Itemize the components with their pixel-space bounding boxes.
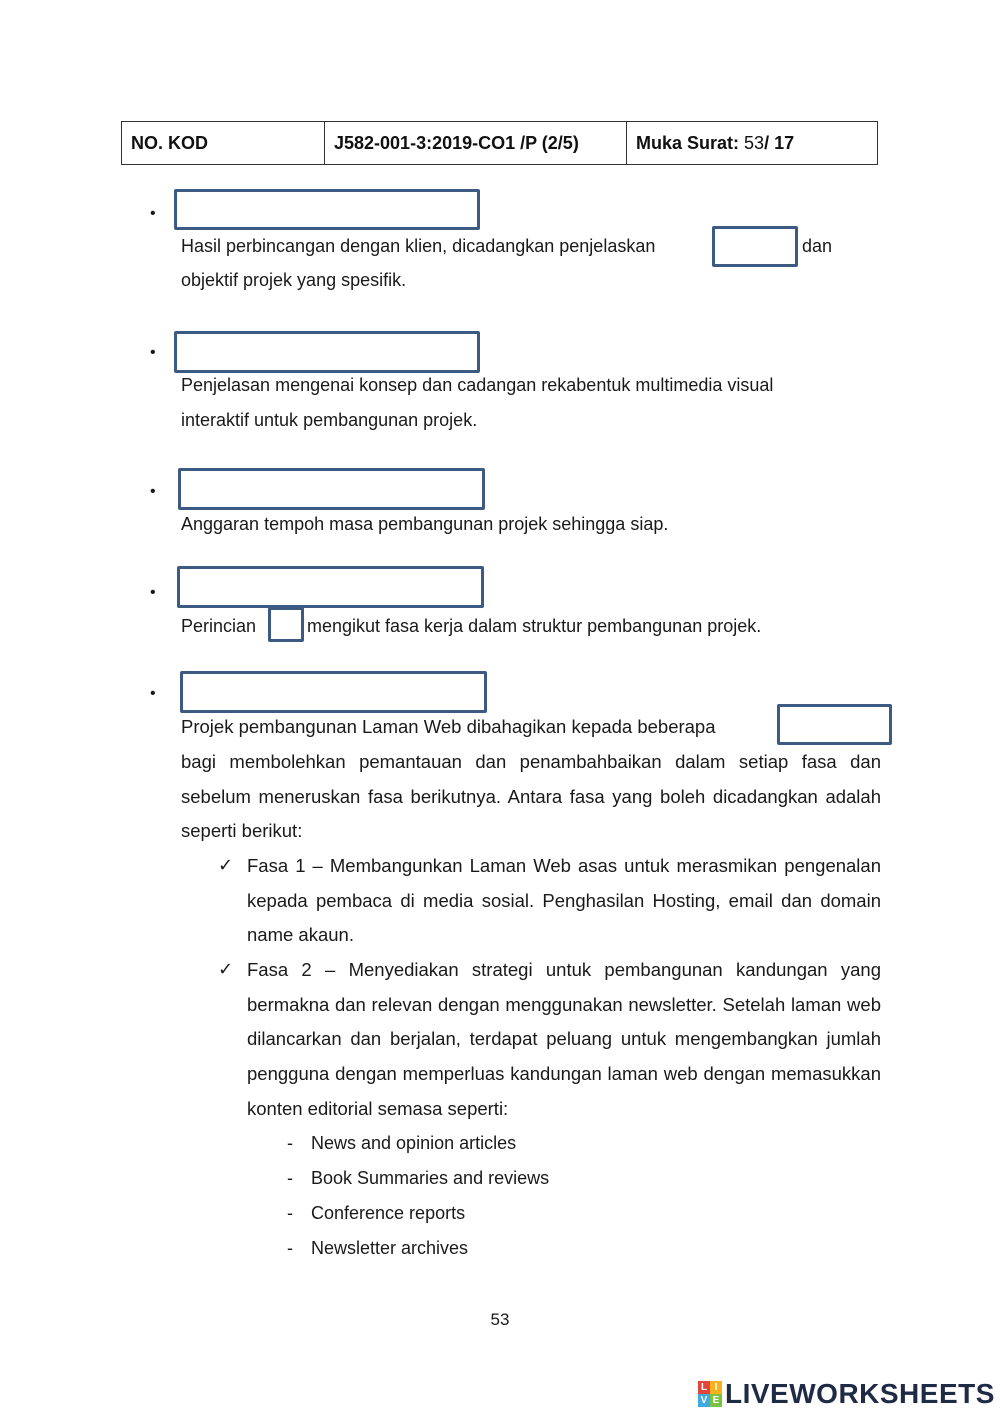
- check-icon: ✓: [218, 959, 234, 979]
- page-total: / 17: [764, 132, 795, 153]
- page-number: 53: [490, 1310, 510, 1329]
- editorial-item: Book Summaries and reviews: [311, 1168, 550, 1188]
- bullet: •: [150, 584, 156, 601]
- bullet: •: [150, 344, 156, 361]
- answer-field-heading-1[interactable]: [174, 189, 480, 230]
- item-1-text-before: Hasil perbincangan dengan klien, dicadangkan penjelaskan: [181, 236, 656, 256]
- editorial-item: News and opinion articles: [311, 1133, 517, 1153]
- dash-marker: -: [287, 1168, 293, 1188]
- editorial-item: Conference reports: [311, 1203, 466, 1223]
- dash-marker: -: [287, 1203, 293, 1223]
- brand-name: LIVEWORKSHEETS: [725, 1378, 995, 1409]
- item-4-text-after: mengikut fasa kerja dalam struktur pembangunan projek.: [307, 616, 762, 636]
- page-info-cell: [626, 122, 877, 164]
- phase-2-text: Fasa 2 – Menyediakan strategi untuk pembangunan kandungan yang bermakna dan relevan dengan menggunakan newsletter. Setelah laman web dilancarkan dan berjalan, terdapat peluang untuk mengembangkan jumlah pengguna dengan memperluas kandungan laman web dengan memasukkan konten editorial semasa seperti:: [247, 959, 881, 1119]
- answer-field-inline-1[interactable]: [712, 226, 798, 267]
- logo-tile: L: [698, 1381, 710, 1394]
- check-icon: ✓: [218, 855, 234, 875]
- item-5-text-line1: Projek pembangunan Laman Web dibahagikan kepada beberapa: [181, 716, 716, 737]
- logo-icon: [698, 1381, 722, 1407]
- item-1-text-line2: objektif projek yang spesifik.: [181, 270, 407, 290]
- item-1-text-after: dan: [802, 236, 833, 256]
- bullet: •: [150, 205, 156, 222]
- answer-field-inline-2[interactable]: [268, 607, 304, 642]
- page-current: 53: [744, 132, 765, 153]
- dash-marker: -: [287, 1133, 293, 1153]
- logo-tile: I: [710, 1381, 722, 1394]
- logo-tile: E: [710, 1394, 722, 1407]
- editorial-item: Newsletter archives: [311, 1238, 469, 1258]
- answer-field-heading-2[interactable]: [174, 331, 480, 373]
- dash-marker: -: [287, 1238, 293, 1258]
- answer-field-heading-5[interactable]: [180, 671, 487, 713]
- logo-tile: V: [698, 1394, 710, 1407]
- bullet: •: [150, 483, 156, 500]
- code-label-cell: [122, 122, 324, 164]
- answer-field-heading-3[interactable]: [178, 468, 485, 510]
- phase-1-text: Fasa 1 – Membangunkan Laman Web asas untuk merasmikan pengenalan kepada pembaca di media sosial. Penghasilan Hosting, email dan domain name akaun.: [247, 855, 881, 946]
- page-label: Muka Surat:: [636, 132, 740, 153]
- item-4-text-before: Perincian: [181, 616, 257, 636]
- code-value: J582-001-3:2019-CO1 /P (2/5): [334, 132, 579, 153]
- header-table: [121, 121, 878, 165]
- bullet: •: [150, 685, 156, 702]
- item-5-paragraph: bagi membolehkan pemantauan dan penambahbaikan dalam setiap fasa dan sebelum meneruskan fasa berikutnya. Antara fasa yang boleh dicadangkan adalah seperti berikut:: [181, 751, 881, 842]
- answer-field-inline-3[interactable]: [777, 704, 892, 745]
- code-label: NO. KOD: [131, 132, 209, 153]
- item-3-text-line1: Anggaran tempoh masa pembangunan projek sehingga siap.: [181, 514, 669, 534]
- liveworksheets-logo[interactable]: [698, 1378, 995, 1410]
- item-2-text-line2: interaktif untuk pembangunan projek.: [181, 410, 478, 430]
- answer-field-heading-4[interactable]: [177, 566, 484, 608]
- item-2-text-line1: Penjelasan mengenai konsep dan cadangan rekabentuk multimedia visual: [181, 375, 774, 395]
- code-value-cell: [324, 122, 626, 164]
